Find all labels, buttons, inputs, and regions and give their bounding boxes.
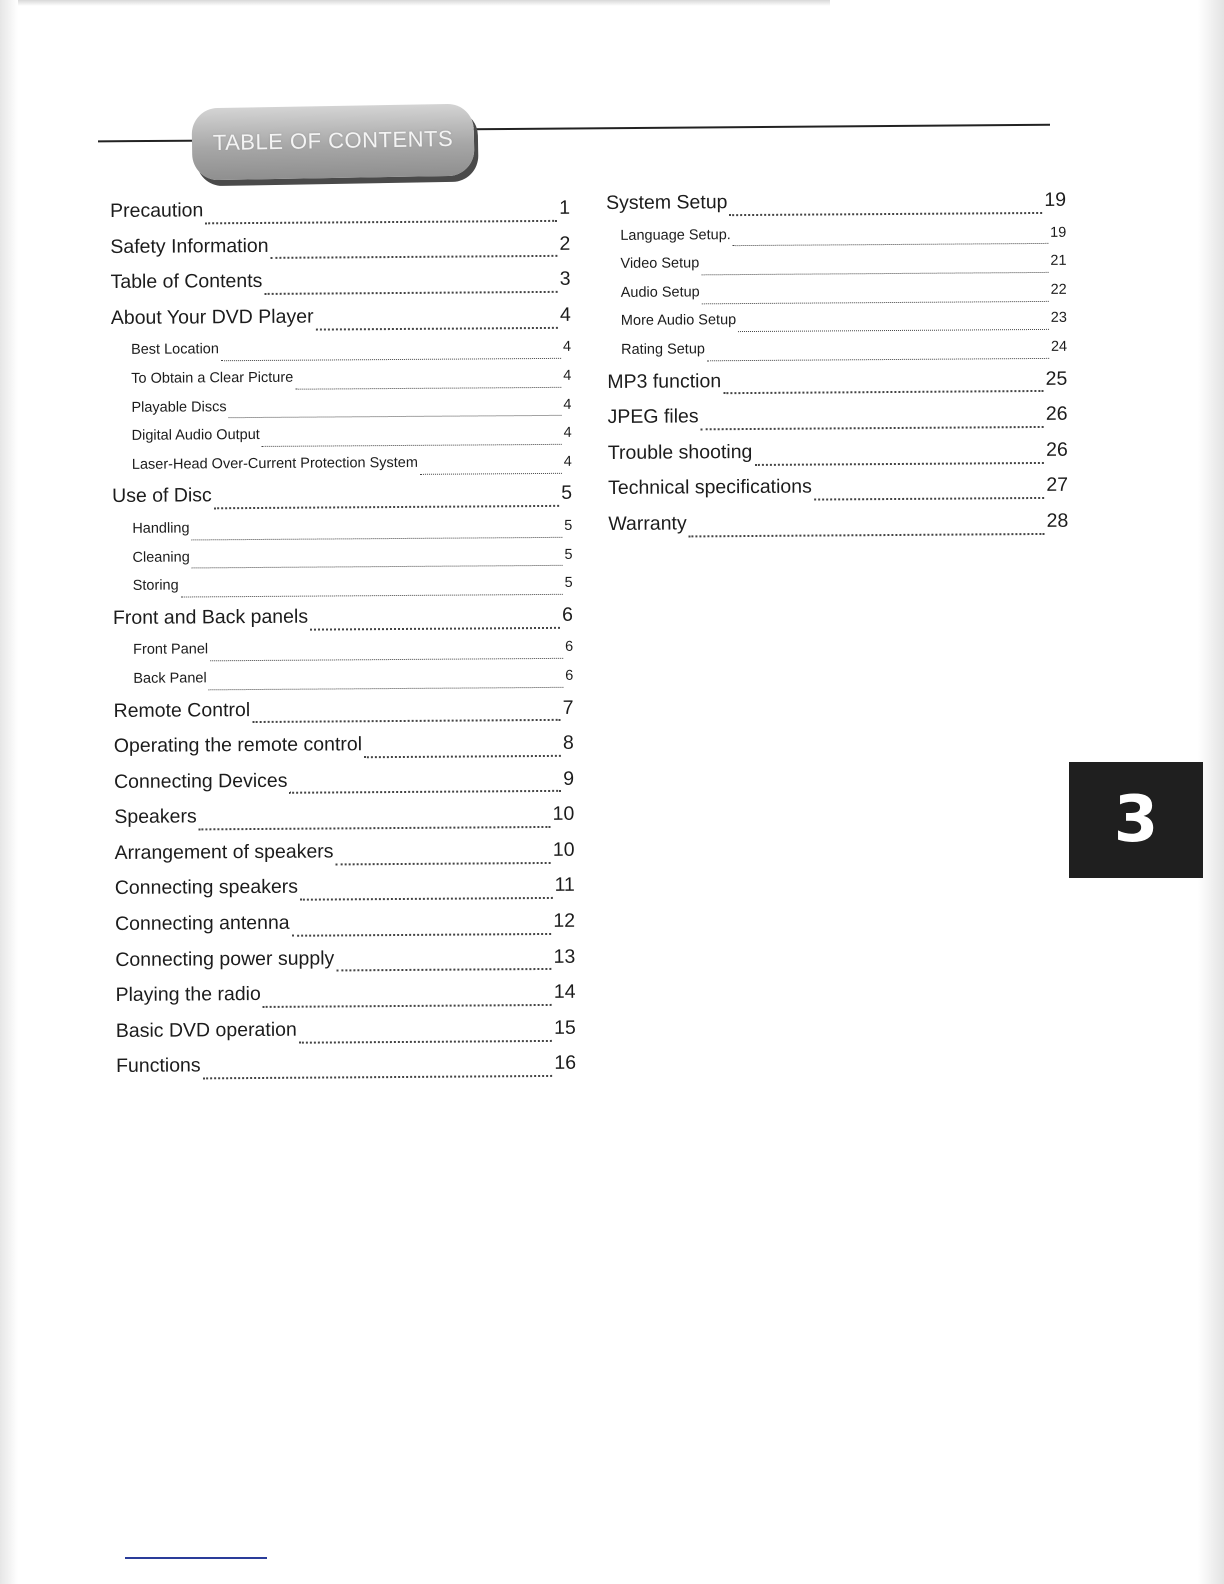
toc-dot-leader	[203, 1075, 553, 1079]
toc-entry[interactable]	[606, 189, 1066, 228]
toc-entry-page: 4	[559, 303, 571, 326]
toc-dot-leader	[733, 243, 1048, 246]
toc-entry-page: 15	[554, 1016, 576, 1039]
toc-entry-label: Front and Back panels	[112, 605, 309, 629]
toc-dot-leader	[701, 426, 1044, 430]
toc-entry-label: Trouble shooting	[607, 440, 753, 464]
toc-entry[interactable]	[607, 282, 1067, 314]
toc-dot-leader	[262, 444, 562, 447]
toc-entry-page: 22	[1050, 281, 1067, 298]
toc-entry-page: 10	[552, 838, 575, 861]
toc-entry[interactable]	[112, 546, 572, 578]
toc-entry-page: 9	[563, 767, 575, 790]
toc-dot-leader	[210, 658, 563, 661]
page-title: TABLE OF CONTENTS	[212, 125, 454, 156]
toc-entry-page: 6	[564, 639, 574, 656]
toc-entry-label: Audio Setup	[620, 284, 700, 301]
toc-title-banner	[191, 104, 474, 181]
toc-dot-leader	[738, 329, 1049, 332]
toc-dot-leader	[271, 255, 558, 259]
toc-entry-label: Use of Disc	[111, 484, 212, 508]
toc-entry-page: 8	[562, 731, 574, 754]
toc-entry-page: 14	[553, 981, 576, 1004]
toc-entry-page: 12	[553, 909, 576, 932]
toc-dot-leader	[181, 594, 563, 598]
toc-dot-leader	[730, 212, 1043, 216]
toc-entry[interactable]	[112, 482, 572, 521]
toc-entry-label: System Setup	[606, 191, 728, 214]
toc-entry-page: 26	[1046, 438, 1068, 461]
toc-entry-label: Table of Contents	[110, 270, 263, 294]
toc-entry[interactable]	[115, 945, 575, 984]
toc-entry[interactable]	[115, 874, 575, 913]
toc-entry[interactable]	[115, 981, 575, 1020]
toc-entry-page: 27	[1046, 474, 1069, 497]
toc-entry[interactable]	[114, 803, 574, 842]
toc-dot-leader	[263, 1004, 552, 1008]
toc-entry-label: Front Panel	[133, 641, 209, 659]
toc-entry[interactable]	[110, 232, 570, 271]
toc-entry-label: Operating the remote control	[113, 733, 363, 758]
toc-entry-label: Playing the radio	[115, 983, 261, 1007]
toc-dot-leader	[221, 358, 561, 361]
toc-entry-page: 5	[564, 546, 573, 563]
toc-entry-label: Cleaning	[132, 548, 190, 566]
toc-dot-leader	[336, 862, 551, 866]
toc-entry[interactable]	[111, 304, 571, 343]
toc-entry[interactable]	[607, 310, 1067, 342]
toc-entry-label: More Audio Setup	[620, 312, 737, 330]
toc-entry[interactable]	[113, 639, 573, 671]
toc-dot-leader	[264, 291, 557, 295]
toc-entry-label: MP3 function	[607, 369, 722, 393]
toc-entry-label: Functions	[115, 1054, 201, 1078]
toc-entry-label: Laser-Head Over-Current Protection System	[131, 454, 418, 473]
toc-entry-page: 4	[562, 339, 572, 356]
toc-dot-leader	[229, 415, 562, 418]
toc-entry-label: Storing	[132, 577, 179, 594]
toc-dot-leader	[316, 326, 558, 330]
toc-entry[interactable]	[114, 839, 574, 878]
toc-entry[interactable]	[114, 732, 574, 771]
toc-entry-label: Rating Setup	[621, 341, 706, 358]
toc-entry-page: 11	[554, 874, 575, 897]
toc-entry[interactable]	[112, 454, 572, 486]
toc-dot-leader	[299, 1040, 552, 1044]
toc-entry-label: Remote Control	[113, 698, 251, 722]
toc-entry-page: 4	[563, 424, 572, 441]
toc-entry-page: 19	[1044, 188, 1067, 211]
scan-edge-top	[0, 0, 830, 6]
toc-entry[interactable]	[608, 439, 1068, 478]
toc-entry-label: Digital Audio Output	[131, 427, 260, 445]
toc-entry-page: 21	[1050, 252, 1067, 270]
toc-entry-page: 5	[564, 517, 573, 534]
toc-entry[interactable]	[606, 224, 1066, 256]
toc-entry-label: Safety Information	[110, 234, 269, 258]
toc-entry[interactable]	[112, 518, 572, 550]
toc-entry-page: 28	[1046, 509, 1069, 532]
toc-entry-page: 4	[563, 396, 572, 413]
toc-dot-leader	[701, 272, 1048, 275]
toc-entry-page: 23	[1050, 310, 1067, 327]
toc-entry-page: 13	[553, 945, 576, 968]
toc-left-column	[110, 197, 576, 1091]
toc-entry-label: JPEG files	[607, 405, 699, 429]
toc-entry[interactable]	[111, 396, 571, 428]
toc-entry-page: 25	[1045, 367, 1068, 390]
footer-line	[125, 1557, 267, 1559]
toc-entry-label: Precaution	[110, 199, 204, 222]
toc-dot-leader	[364, 755, 561, 758]
toc-entry[interactable]	[113, 668, 573, 700]
toc-entry[interactable]	[110, 268, 570, 307]
toc-entry[interactable]	[606, 253, 1066, 285]
toc-entry-page: 2	[559, 232, 571, 255]
toc-dot-leader	[300, 897, 553, 901]
toc-entry-page: 6	[565, 667, 574, 684]
toc-entry-page: 1	[559, 196, 571, 219]
toc-entry[interactable]	[607, 339, 1067, 371]
toc-dot-leader	[209, 687, 564, 690]
toc-entry[interactable]	[116, 1052, 576, 1091]
toc-entry-label: Best Location	[130, 341, 219, 359]
toc-entry-label: Back Panel	[133, 670, 207, 687]
toc-dot-leader	[290, 790, 562, 794]
toc-entry-label: Connecting antenna	[114, 911, 290, 936]
toc-entry[interactable]	[111, 339, 571, 371]
toc-entry[interactable]	[116, 1017, 576, 1056]
toc-dot-leader	[192, 565, 563, 569]
toc-entry-page: 16	[554, 1052, 577, 1075]
toc-entry-label: About Your DVD Player	[110, 305, 314, 329]
toc-entry-label: Basic DVD operation	[115, 1018, 297, 1042]
toc-dot-leader	[310, 626, 560, 630]
toc-entry-label: Playable Discs	[131, 398, 227, 416]
toc-dot-leader	[814, 497, 1045, 501]
toc-entry-label: Language Setup.	[620, 226, 731, 244]
scan-edge-left	[0, 0, 18, 1584]
toc-dot-leader	[214, 505, 559, 509]
toc-entry-page: 26	[1045, 402, 1068, 426]
toc-entry-page: 3	[559, 267, 571, 291]
toc-entry-page: 5	[561, 482, 573, 505]
toc-right-column	[606, 189, 1068, 549]
toc-entry-page: 6	[561, 603, 573, 626]
toc-dot-leader	[754, 461, 1044, 465]
toc-entry[interactable]	[607, 367, 1067, 406]
toc-entry[interactable]	[111, 368, 571, 400]
toc-entry[interactable]	[110, 197, 570, 236]
toc-entry-label: Connecting Devices	[113, 769, 288, 793]
toc-entry-label: Warranty	[608, 512, 687, 535]
toc-dot-leader	[252, 719, 561, 723]
toc-entry[interactable]	[113, 575, 573, 607]
toc-entry-page: 19	[1050, 224, 1067, 241]
toc-entry-page: 7	[562, 696, 574, 719]
toc-dot-leader	[336, 968, 551, 972]
toc-dot-leader	[702, 300, 1049, 303]
section-number-tab	[1069, 762, 1203, 878]
toc-entry-label: Handling	[132, 520, 190, 537]
toc-entry-label: Connecting power supply	[115, 947, 335, 971]
toc-entry-page: 4	[563, 367, 572, 384]
toc-dot-leader	[723, 390, 1043, 394]
toc-entry[interactable]	[608, 474, 1068, 513]
toc-dot-leader	[292, 933, 552, 937]
toc-entry-label: Arrangement of speakers	[114, 840, 334, 864]
toc-entry[interactable]	[608, 510, 1068, 549]
toc-dot-leader	[689, 533, 1045, 537]
section-number: 3	[1113, 783, 1159, 857]
toc-entry[interactable]	[115, 910, 575, 949]
toc-entry-page: 5	[564, 574, 573, 591]
toc-dot-leader	[205, 220, 557, 224]
toc-entry-page: 4	[563, 453, 572, 470]
header-rule-right	[470, 124, 1050, 131]
toc-entry-label: Technical specifications	[607, 475, 812, 500]
toc-entry[interactable]	[114, 767, 574, 806]
toc-entry-page: 24	[1050, 338, 1068, 355]
toc-entry[interactable]	[112, 425, 572, 457]
toc-entry[interactable]	[113, 696, 573, 735]
toc-entry-label: Speakers	[114, 805, 197, 829]
toc-entry-label: To Obtain a Clear Picture	[131, 369, 294, 387]
toc-dot-leader	[420, 472, 562, 474]
toc-entry[interactable]	[607, 403, 1067, 442]
toc-entry[interactable]	[113, 603, 573, 642]
toc-dot-leader	[707, 358, 1049, 361]
toc-dot-leader	[199, 826, 551, 830]
toc-dot-leader	[192, 537, 563, 541]
toc-dot-leader	[295, 387, 561, 390]
toc-entry-label: Connecting speakers	[114, 876, 299, 900]
toc-entry-page: 10	[552, 803, 575, 826]
toc-entry-label: Video Setup	[620, 255, 700, 273]
